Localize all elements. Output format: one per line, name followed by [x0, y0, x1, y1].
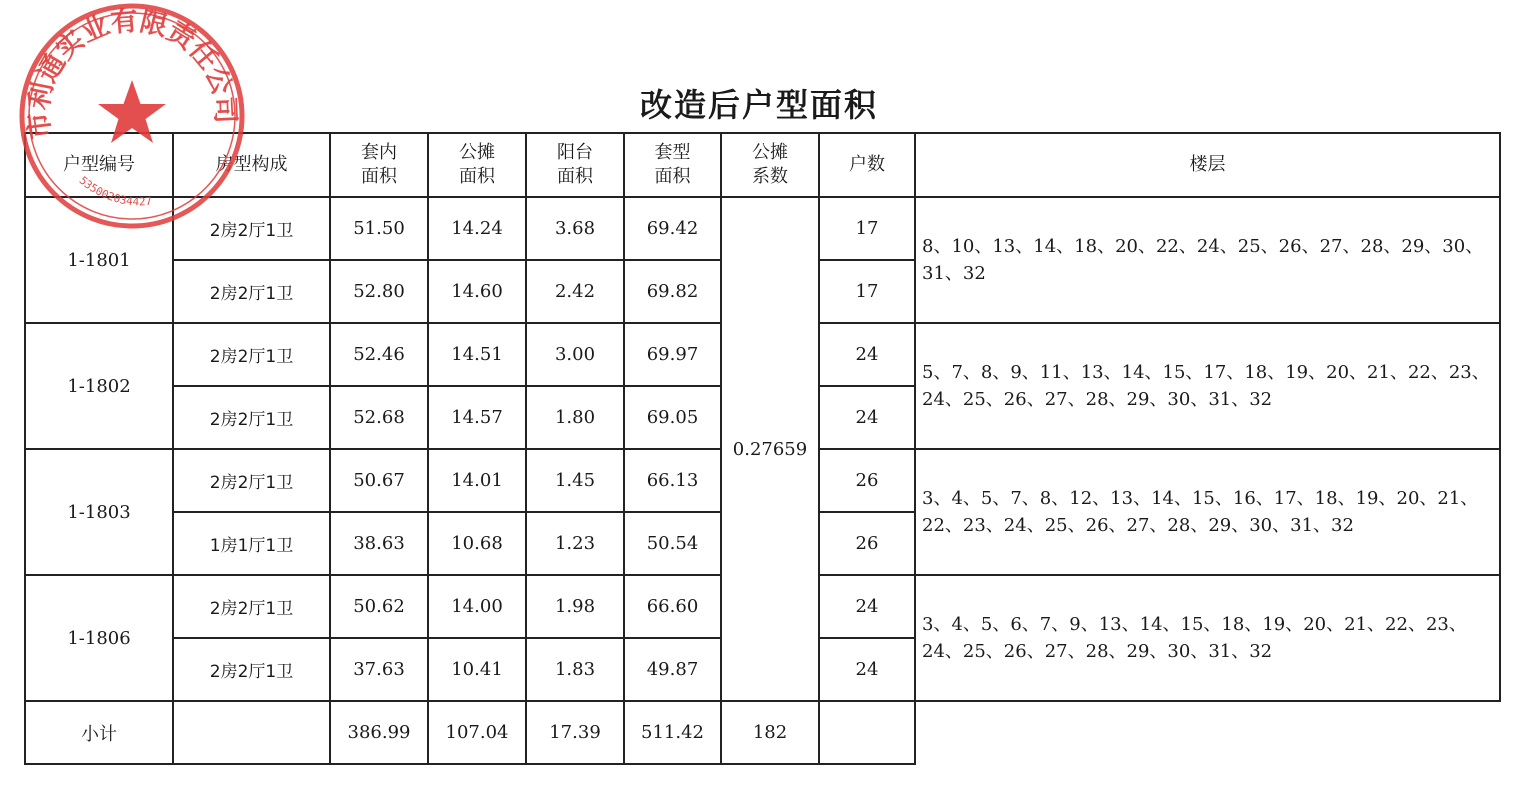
shared-area-cell: 10.41: [428, 638, 526, 701]
shared-area-cell: 14.51: [428, 323, 526, 386]
header-balcony-area: 阳台 面积: [526, 133, 624, 197]
shared-area-cell: 14.00: [428, 575, 526, 638]
households-cell: 24: [819, 638, 915, 701]
inner-area-cell: 52.68: [330, 386, 428, 449]
header-inner-area: 套内 面积: [330, 133, 428, 197]
header-unit-area: 套型 面积: [624, 133, 721, 197]
floors-cell: 8、10、13、14、18、20、22、24、25、26、27、28、29、30、31、32: [915, 197, 1500, 323]
balcony-area-cell: 2.42: [526, 260, 624, 323]
unit-area-cell: 69.82: [624, 260, 721, 323]
households-cell: 17: [819, 260, 915, 323]
households-cell: 24: [819, 575, 915, 638]
balcony-area-cell: 3.00: [526, 323, 624, 386]
households-cell: 24: [819, 386, 915, 449]
share-ratio-cell: 0.27659: [721, 197, 819, 701]
subtotal-floors-empty: [819, 701, 915, 764]
shared-area-cell: 14.60: [428, 260, 526, 323]
households-cell: 26: [819, 449, 915, 512]
header-row: [25, 133, 1500, 197]
header-households: 户数: [819, 133, 915, 197]
layout-cell: 2房2厅1卫: [173, 386, 330, 449]
balcony-area-cell: 3.68: [526, 197, 624, 260]
layout-cell: 2房2厅1卫: [173, 575, 330, 638]
unit-area-cell: 69.42: [624, 197, 721, 260]
inner-area-cell: 38.63: [330, 512, 428, 575]
subtotal-shared: 107.04: [428, 701, 526, 764]
layout-cell: 1房1厅1卫: [173, 512, 330, 575]
subtotal-households: 182: [721, 701, 819, 764]
households-cell: 24: [819, 323, 915, 386]
balcony-area-cell: 1.23: [526, 512, 624, 575]
seal-code-text: 535002034427: [76, 173, 153, 209]
households-cell: 26: [819, 512, 915, 575]
balcony-area-cell: 1.98: [526, 575, 624, 638]
shared-area-cell: 14.01: [428, 449, 526, 512]
header-share-ratio: 公摊 系数: [721, 133, 819, 197]
unit-area-cell: 69.05: [624, 386, 721, 449]
subtotal-row: [25, 701, 1500, 764]
balcony-area-cell: 1.80: [526, 386, 624, 449]
layout-cell: 2房2厅1卫: [173, 449, 330, 512]
unit-area-cell: 50.54: [624, 512, 721, 575]
balcony-area-cell: 1.83: [526, 638, 624, 701]
unit-area-cell: 66.13: [624, 449, 721, 512]
subtotal-layout-empty: [173, 701, 330, 764]
header-shared-area: 公摊 面积: [428, 133, 526, 197]
type-no-cell: 1-1801: [25, 197, 173, 323]
inner-area-cell: 50.62: [330, 575, 428, 638]
floors-cell: 3、4、5、6、7、9、13、14、15、18、19、20、21、22、23、24、25、26、27、28、29、30、31、32: [915, 575, 1500, 701]
seal-org-text: 市利通实业有限责任公司: [23, 5, 241, 141]
subtotal-inner: 386.99: [330, 701, 428, 764]
unit-area-cell: 49.87: [624, 638, 721, 701]
table-row: [25, 197, 1500, 260]
shared-area-cell: 10.68: [428, 512, 526, 575]
inner-area-cell: 52.80: [330, 260, 428, 323]
type-no-cell: 1-1802: [25, 323, 173, 449]
subtotal-label: 小计: [25, 701, 173, 764]
type-no-cell: 1-1803: [25, 449, 173, 575]
layout-cell: 2房2厅1卫: [173, 323, 330, 386]
inner-area-cell: 51.50: [330, 197, 428, 260]
layout-cell: 2房2厅1卫: [173, 260, 330, 323]
households-cell: 17: [819, 197, 915, 260]
floors-cell: 3、4、5、7、8、12、13、14、15、16、17、18、19、20、21、22、23、24、25、26、27、28、29、30、31、32: [915, 449, 1500, 575]
unit-area-table: [24, 132, 1501, 765]
layout-cell: 2房2厅1卫: [173, 638, 330, 701]
subtotal-balcony: 17.39: [526, 701, 624, 764]
unit-area-cell: 66.60: [624, 575, 721, 638]
floors-cell: 5、7、8、9、11、13、14、15、17、18、19、20、21、22、23、24、25、26、27、28、29、30、31、32: [915, 323, 1500, 449]
unit-area-cell: 69.97: [624, 323, 721, 386]
shared-area-cell: 14.24: [428, 197, 526, 260]
type-no-cell: 1-1806: [25, 575, 173, 701]
inner-area-cell: 37.63: [330, 638, 428, 701]
header-type-no: 户型编号: [25, 133, 173, 197]
document-title: 改造后户型面积: [639, 86, 878, 124]
inner-area-cell: 52.46: [330, 323, 428, 386]
header-layout: 房型构成: [173, 133, 330, 197]
layout-cell: 2房2厅1卫: [173, 197, 330, 260]
inner-area-cell: 50.67: [330, 449, 428, 512]
shared-area-cell: 14.57: [428, 386, 526, 449]
subtotal-unit: 511.42: [624, 701, 721, 764]
balcony-area-cell: 1.45: [526, 449, 624, 512]
header-floors: 楼层: [915, 133, 1500, 197]
